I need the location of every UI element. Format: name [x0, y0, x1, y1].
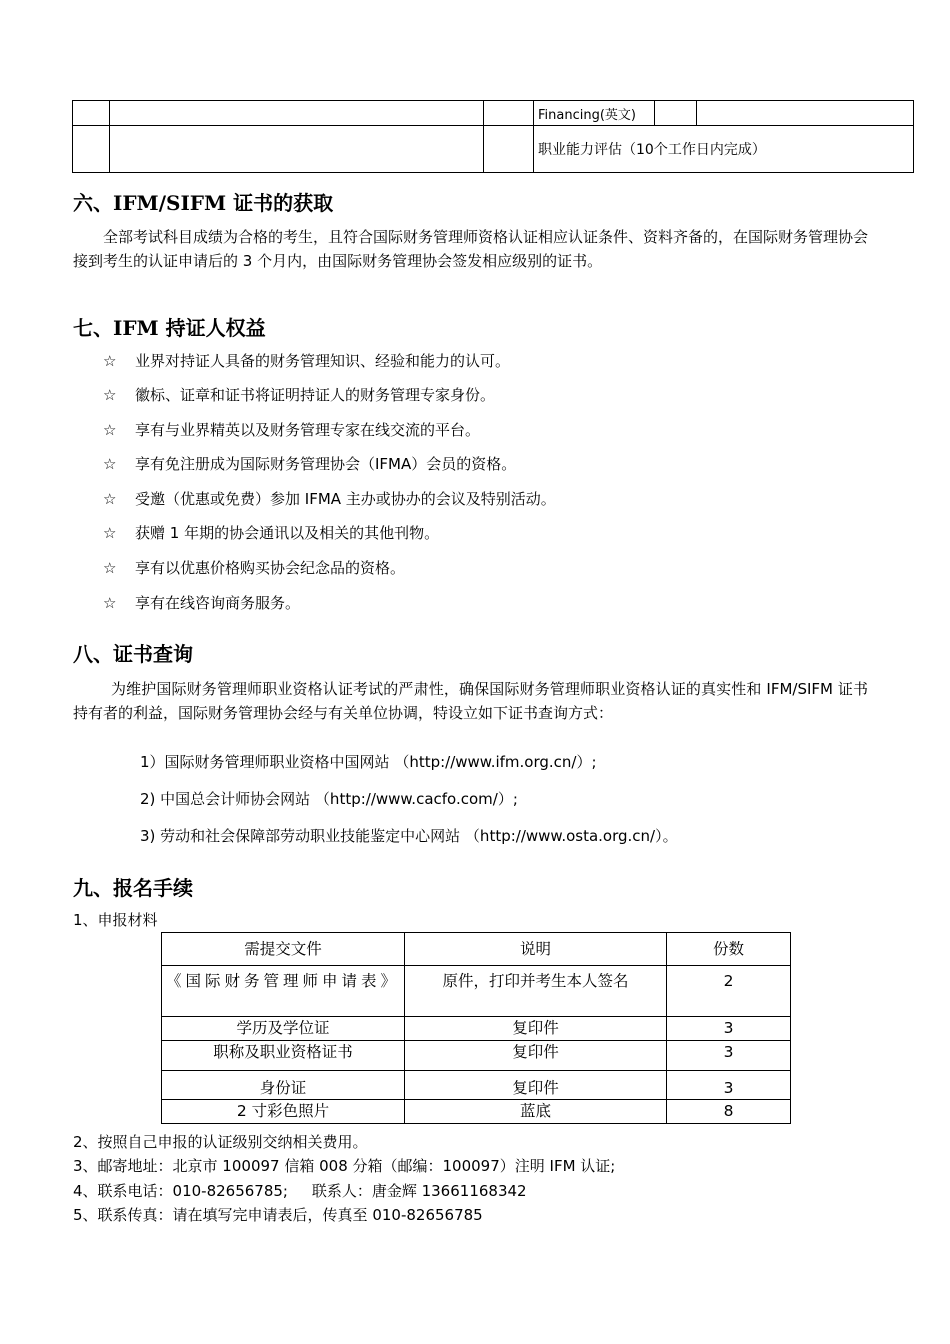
section8-title: 八、证书查询	[73, 642, 193, 666]
table-cell: 8	[667, 1100, 791, 1124]
application-item-2: 2、按照自己申报的认证级别交纳相关费用。	[73, 1133, 368, 1151]
table-cell	[110, 126, 484, 173]
table-cell: 2 寸彩色照片	[162, 1100, 405, 1124]
table-row	[162, 966, 791, 1017]
table-cell: 学历及学位证	[162, 1017, 405, 1041]
table-row	[162, 1100, 791, 1124]
table-cell	[484, 101, 534, 126]
table-cell: 3	[667, 1017, 791, 1041]
application-item-4: 4、联系电话：010-82656785; 联系人：唐金辉 13661168342	[73, 1182, 527, 1200]
list-item	[103, 385, 495, 405]
query-link-2: 2) 中国总会计师协会网站 （http://www.cacfo.com/）;	[140, 790, 518, 808]
table-header-cell: 份数	[667, 933, 791, 966]
table-cell: 原件，打印并考生本人签名	[405, 966, 667, 1017]
star-icon: ☆	[103, 352, 117, 370]
query-link-1: 1）国际财务管理师职业资格中国网站 （http://www.ifm.org.cn/）;	[140, 753, 597, 771]
table-row	[73, 126, 914, 173]
list-item	[103, 489, 556, 509]
table-header-cell: 需提交文件	[162, 933, 405, 966]
section6-body: 全部考试科目成绩为合格的考生，且符合国际财务管理师资格认证相应认证条件、资料齐备的，在国际财务管理协会接到考生的认证申请后的 3 个月内，由国际财务管理协会签发相应级别的证书。	[73, 228, 869, 270]
section9-title: 九、报名手续	[73, 876, 193, 900]
table-cell: 职业能力评估（10个工作日内完成）	[534, 126, 914, 173]
table-cell	[697, 101, 914, 126]
section6-title: 六、IFM/SIFM 证书的获取	[73, 191, 334, 215]
table-row	[73, 101, 914, 126]
table-cell: 蓝底	[405, 1100, 667, 1124]
table-cell: 3	[667, 1071, 791, 1100]
list-item	[103, 454, 516, 474]
list-item	[103, 523, 439, 543]
table-header-cell: 说明	[405, 933, 667, 966]
list-item	[103, 593, 300, 613]
table-row	[162, 1017, 791, 1041]
application-item-5: 5、联系传真：请在填写完申请表后，传真至 010-82656785	[73, 1206, 483, 1224]
list-item-text: 享有以优惠价格购买协会纪念品的资格。	[135, 559, 406, 577]
list-item-text: 享有免注册成为国际财务管理协会（IFMA）会员的资格。	[135, 455, 517, 473]
application-item-3: 3、邮寄地址：北京市 100097 信箱 008 分箱（邮编：100097）注明 IFM 认证;	[73, 1157, 616, 1175]
table-cell	[110, 101, 484, 126]
query-link-3: 3) 劳动和社会保障部劳动职业技能鉴定中心网站 （http://www.osta.org.cn/）。	[140, 827, 678, 845]
star-icon: ☆	[103, 455, 117, 473]
materials-table	[161, 932, 791, 1124]
list-item	[103, 558, 405, 578]
star-icon: ☆	[103, 386, 117, 404]
star-icon: ☆	[103, 524, 117, 542]
list-item-text: 受邀（优惠或免费）参加 IFMA 主办或协办的会议及特别活动。	[135, 490, 556, 508]
table-cell: 复印件	[405, 1041, 667, 1071]
table-header-row	[162, 933, 791, 966]
star-icon: ☆	[103, 594, 117, 612]
section7-title: 七、IFM 持证人权益	[73, 316, 266, 340]
table-cell	[655, 101, 697, 126]
star-icon: ☆	[103, 559, 117, 577]
list-item	[103, 420, 480, 440]
table-cell: 3	[667, 1041, 791, 1071]
star-icon: ☆	[103, 490, 117, 508]
list-item	[103, 351, 510, 371]
table-row	[162, 1071, 791, 1100]
table-cell	[484, 126, 534, 173]
table-cell: 2	[667, 966, 791, 1017]
section8-body: 为维护国际财务管理师职业资格认证考试的严肃性，确保国际财务管理师职业资格认证的真实性和 IFM/SIFM 证书持有者的利益，国际财务管理协会经与有关单位协调，特设立如下证书查询方式：	[73, 680, 868, 722]
application-item-1: 1、申报材料	[73, 911, 158, 929]
list-item-text: 徽标、证章和证书将证明持证人的财务管理专家身份。	[135, 386, 496, 404]
table-cell: Financing(英文)	[534, 101, 655, 126]
top-exam-table	[72, 100, 914, 173]
list-item-text: 享有在线咨询商务服务。	[135, 594, 301, 612]
star-icon: ☆	[103, 421, 117, 439]
table-cell: 职称及职业资格证书	[162, 1041, 405, 1071]
table-cell: 身份证	[162, 1071, 405, 1100]
table-cell	[73, 101, 110, 126]
table-row	[162, 1041, 791, 1071]
list-item-text: 获赠 1 年期的协会通讯以及相关的其他刊物。	[135, 524, 440, 542]
table-cell: 复印件	[405, 1017, 667, 1041]
table-cell	[73, 126, 110, 173]
table-cell: 《国际财务管理师申请表》	[162, 966, 405, 1017]
list-item-text: 享有与业界精英以及财务管理专家在线交流的平台。	[135, 421, 481, 439]
table-cell: 复印件	[405, 1071, 667, 1100]
list-item-text: 业界对持证人具备的财务管理知识、经验和能力的认可。	[135, 352, 511, 370]
